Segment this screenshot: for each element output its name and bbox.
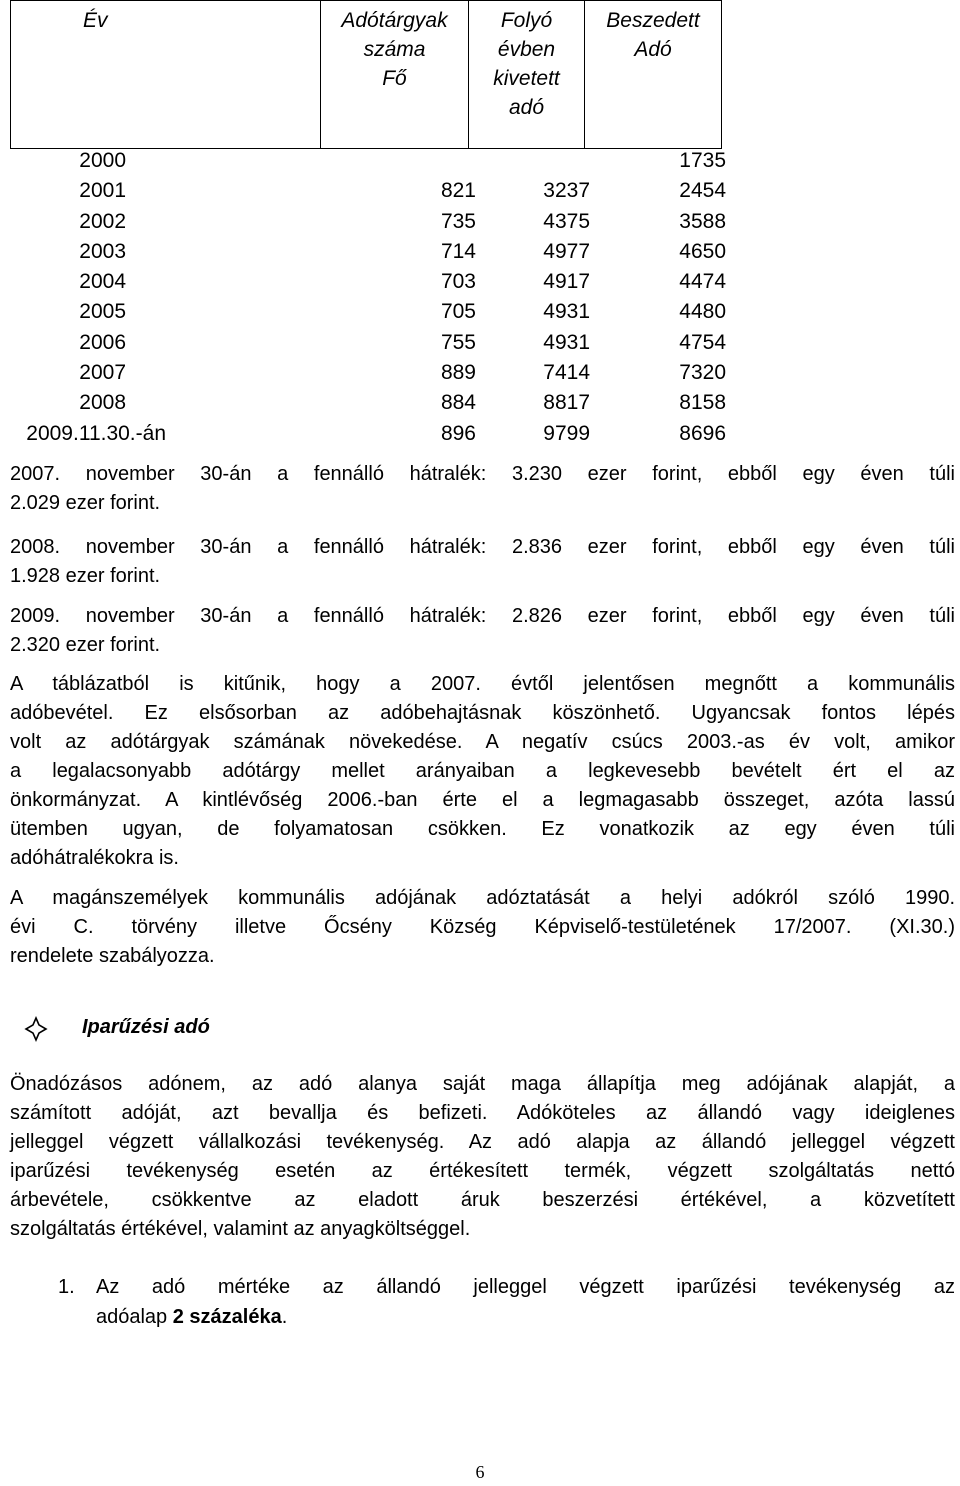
list-number: 1. xyxy=(58,1276,75,1298)
cell-taxpayers: 884 xyxy=(440,391,476,415)
cell-year: 2006 xyxy=(79,330,126,354)
cell-collected: 4650 xyxy=(679,239,726,263)
section-heading: Iparűzési adó xyxy=(82,1016,210,1038)
table-row xyxy=(0,237,960,267)
data-table xyxy=(0,146,960,449)
cell-levied: 4917 xyxy=(543,270,590,294)
header-taxpayers: Adótárgyak száma Fő xyxy=(321,1,469,149)
cell-taxpayers: 703 xyxy=(440,270,476,294)
cell-year: 2003 xyxy=(79,239,126,263)
header-collected: Beszedett Adó xyxy=(585,1,722,149)
cell-collected: 2454 xyxy=(679,179,726,203)
table-row xyxy=(0,176,960,206)
cell-levied: 4375 xyxy=(543,209,590,233)
arrears-2009: 2009. november 30-án a fennálló hátralék: 2.826 ezer forint, ebből egy éven túli 2.320 ezer forint. xyxy=(10,605,955,656)
cell-taxpayers: 821 xyxy=(440,179,476,203)
cell-year: 2000 xyxy=(79,149,126,172)
cell-collected: 7320 xyxy=(679,361,726,385)
table-row xyxy=(0,328,960,358)
arrears-2007: 2007. november 30-án a fennálló hátralék: 3.230 ezer forint, ebből egy éven túli 2.029 ezer forint. xyxy=(10,463,955,514)
cell-taxpayers: 896 xyxy=(440,421,476,445)
paragraph-commentary: A táblázatból is kitűnik, hogy a 2007. évtől jelentősen megnőtt a kommunális adóbevétel. Ez elsősorban az adóbehajtásnak köszönhető. Ugyancsak fontos lépés volt az adótárgyak számának növekedése. A negatív csúcs 2003.-as év volt, amikor a legalacsonyabb adótárgy mellet arányaiban a legkevesebb bevételt ért el az önkormányzat. A kintlévőség 2006.-ban érte el a legmagasabb összeget, azóta lassú ütemben ugyan, de folyamatosan csökken. Ez vonatkozik az egy éven túli adóhátralékokra is. xyxy=(10,673,955,869)
paragraph-business-tax: Önadózásos adónem, az adó alanya saját maga állapítja meg adójának alapját, a számított adóját, azt bevallja és befizeti. Adóköteles az állandó vagy ideiglenes jelleggel végzett vállalkozási tevékenység. Az adó alapja az állandó jelleggel végzett iparűzési tevékenység esetén az értékesített termék, végzett szolgáltatás nettó árbevétele, csökkentve az eladott áruk beszerzési értékével, a közvetített szolgáltatás értékével, valamint az anyagköltséggel. xyxy=(10,1073,955,1240)
cell-levied: 7414 xyxy=(543,361,590,385)
arrears-2008: 2008. november 30-án a fennálló hátralék: 2.836 ezer forint, ebből egy éven túli 1.928 ezer forint. xyxy=(10,536,955,587)
cell-levied: 4931 xyxy=(543,300,590,324)
cell-year: 2009.11.30.-án xyxy=(26,421,166,445)
cell-collected: 3588 xyxy=(679,209,726,233)
cell-collected: 4754 xyxy=(679,330,726,354)
table-row xyxy=(0,146,960,176)
cell-levied: 3237 xyxy=(543,179,590,203)
cell-year: 2005 xyxy=(79,300,126,324)
cell-taxpayers: 889 xyxy=(440,361,476,385)
cell-levied: 9799 xyxy=(543,421,590,445)
header-year: Év xyxy=(11,1,321,149)
cell-collected: 4474 xyxy=(679,270,726,294)
table-header xyxy=(10,0,722,149)
diamond-bullet-icon xyxy=(24,1014,48,1044)
cell-collected: 1735 xyxy=(679,149,726,172)
table-row xyxy=(0,388,960,418)
cell-taxpayers: 714 xyxy=(440,239,476,263)
cell-taxpayers: 755 xyxy=(440,330,476,354)
cell-collected: 4480 xyxy=(679,300,726,324)
cell-year: 2008 xyxy=(79,391,126,415)
cell-taxpayers: 735 xyxy=(440,209,476,233)
cell-year: 2002 xyxy=(79,209,126,233)
cell-collected: 8158 xyxy=(679,391,726,415)
cell-taxpayers: 705 xyxy=(440,300,476,324)
cell-levied: 4977 xyxy=(543,239,590,263)
page-number: 6 xyxy=(475,1462,485,1482)
table-row xyxy=(0,358,960,388)
table-row xyxy=(0,297,960,327)
cell-levied: 8817 xyxy=(543,391,590,415)
cell-year: 2007 xyxy=(79,361,126,385)
header-levied: Folyó évben kivetett adó xyxy=(469,1,585,149)
table-row xyxy=(0,207,960,237)
list-item: Az adó mértéke az állandó jelleggel végzett iparűzési tevékenység az adóalap 2 százaléka. xyxy=(96,1276,955,1328)
table-row xyxy=(0,267,960,297)
table-row xyxy=(0,419,960,449)
cell-collected: 8696 xyxy=(679,421,726,445)
cell-levied: 4931 xyxy=(543,330,590,354)
cell-year: 2001 xyxy=(79,179,126,203)
cell-year: 2004 xyxy=(79,270,126,294)
paragraph-regulation: A magánszemélyek kommunális adójának adóztatását a helyi adókról szóló 1990. évi C. törvény illetve Őcsény Község Képviselő-testületének 17/2007. (XI.30.) rendelete szabályozza. xyxy=(10,887,955,967)
